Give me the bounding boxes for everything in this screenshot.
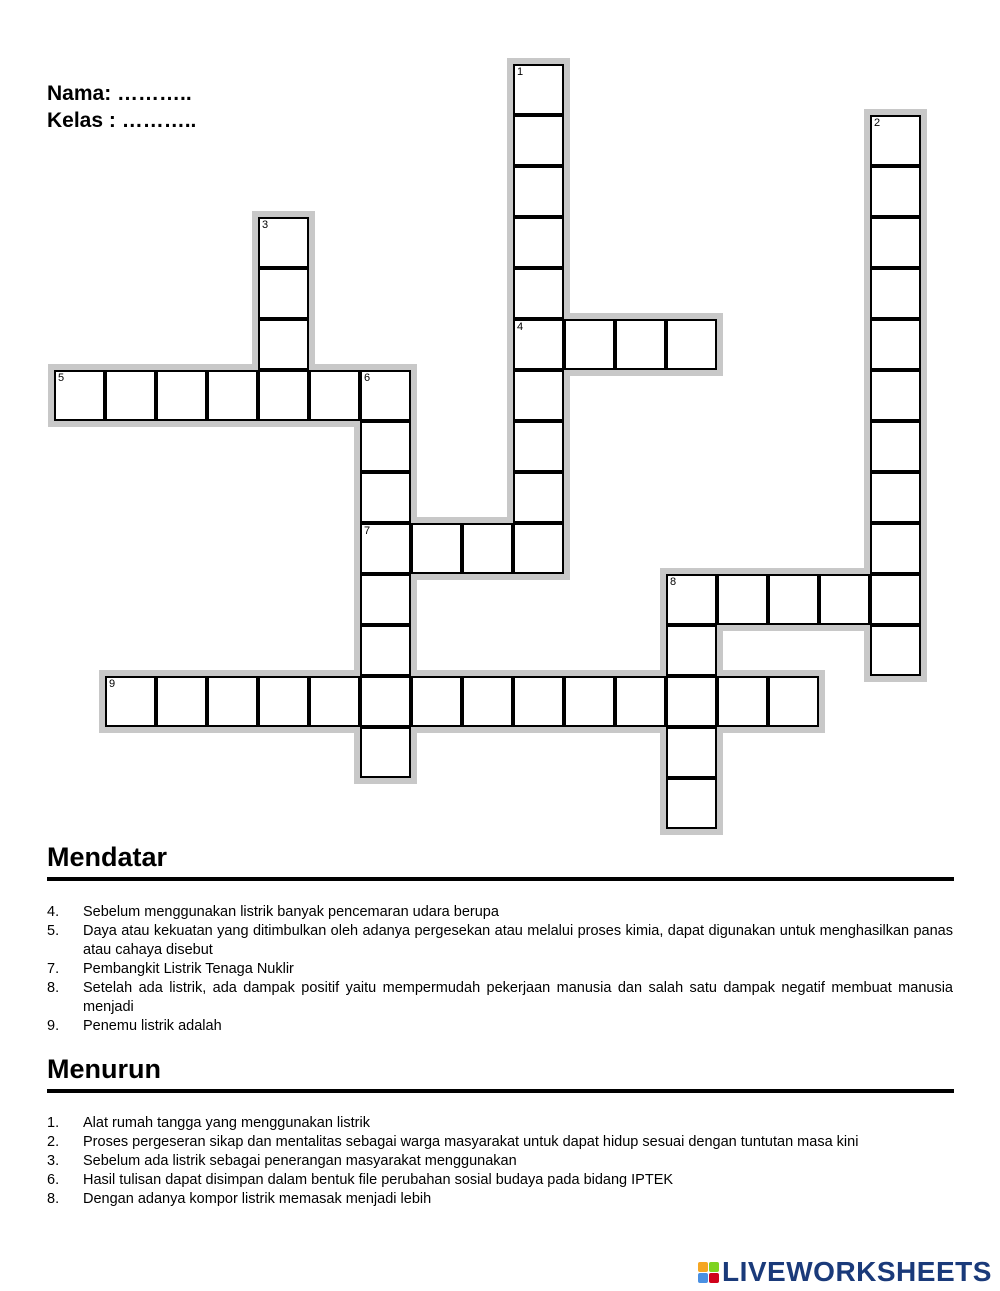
cell-letter-input[interactable]	[770, 576, 817, 623]
down-clue-text: Hasil tulisan dapat disimpan dalam bentuk file perubahan sosial budaya pada bidang IPTEK	[83, 1172, 674, 1188]
cell-letter-input[interactable]	[668, 321, 715, 368]
cell-letter-input[interactable]	[362, 576, 409, 623]
crossword-cell[interactable]	[666, 727, 717, 778]
cell-letter-input[interactable]	[515, 423, 562, 470]
crossword-cell[interactable]	[105, 676, 156, 727]
crossword-cell[interactable]	[615, 319, 666, 370]
down-title: Menurun	[47, 1054, 161, 1084]
cell-letter-input[interactable]	[464, 525, 511, 572]
logo-blocks-icon	[698, 1262, 719, 1283]
crossword-cell[interactable]	[666, 319, 717, 370]
cell-letter-input[interactable]	[158, 372, 205, 419]
cell-letter-input[interactable]	[515, 678, 562, 725]
down-clue-text: Proses pergeseran sikap dan mentalitas sebagai warga masyarakat untuk dapat hidup sesuai dengan tuntutan masa kini	[83, 1134, 859, 1150]
cell-letter-input[interactable]	[362, 474, 409, 521]
logo-block	[709, 1262, 719, 1272]
down-clue-number: 6.	[47, 1172, 60, 1188]
crossword-cell[interactable]	[156, 370, 207, 421]
clue-number-label: 3	[262, 219, 269, 231]
down-clue	[47, 1133, 953, 1152]
across-clue-number: 9.	[47, 1018, 60, 1034]
crossword-cell[interactable]	[870, 166, 921, 217]
clue-number-label: 8	[670, 576, 677, 588]
crossword-cell[interactable]	[309, 676, 360, 727]
crossword-cell[interactable]	[564, 319, 615, 370]
cell-letter-input[interactable]	[668, 729, 715, 776]
clue-number-label: 9	[109, 678, 116, 690]
crossword-cell[interactable]	[105, 370, 156, 421]
clue-number-label: 1	[517, 66, 524, 78]
down-clue-text: Dengan adanya kompor listrik memasak menjadi lebih	[83, 1191, 432, 1207]
across-clue-text: Setelah ada listrik, ada dampak positif yaitu mempermudah pekerjaan manusia dan salah satu dampak negatif membuat manusia menjadi	[83, 980, 953, 1015]
crossword-cell[interactable]	[258, 370, 309, 421]
crossword-cell[interactable]	[411, 676, 462, 727]
across-clue	[47, 903, 953, 922]
across-clue	[47, 1017, 953, 1036]
crossword-cell[interactable]	[513, 217, 564, 268]
across-clue-number: 7.	[47, 961, 60, 977]
crossword-cell[interactable]	[513, 421, 564, 472]
across-clue-list	[47, 903, 953, 1036]
crossword-cell[interactable]	[462, 676, 513, 727]
down-clue-number: 8.	[47, 1191, 60, 1207]
down-clue	[47, 1152, 953, 1171]
crossword-cell[interactable]	[258, 217, 309, 268]
across-clue-text: Daya atau kekuatan yang ditimbulkan oleh adanya pergesekan atau melalui proses kimia, dapat digunakan untuk menghasilkan panas atau cahaya disebut	[83, 923, 953, 958]
cell-letter-input[interactable]	[158, 678, 205, 725]
crossword-cell[interactable]	[870, 574, 921, 625]
crossword-cell[interactable]	[360, 625, 411, 676]
crossword-cell[interactable]	[360, 523, 411, 574]
cell-letter-input[interactable]	[362, 729, 409, 776]
cell-letter-input[interactable]	[209, 678, 256, 725]
cell-letter-input[interactable]	[617, 678, 664, 725]
cell-letter-input[interactable]	[617, 321, 664, 368]
cell-letter-input[interactable]	[515, 474, 562, 521]
crossword-cell[interactable]	[666, 574, 717, 625]
clue-number-label: 2	[874, 117, 881, 129]
crossword-cell[interactable]	[870, 217, 921, 268]
cell-letter-input[interactable]	[668, 780, 715, 827]
cell-letter-input[interactable]	[362, 423, 409, 470]
down-clue-list	[47, 1114, 953, 1209]
cell-letter-input[interactable]	[872, 168, 919, 215]
cell-letter-input[interactable]	[872, 372, 919, 419]
crossword-cell[interactable]	[870, 319, 921, 370]
crossword-cell[interactable]	[207, 370, 258, 421]
cell-letter-input[interactable]	[311, 678, 358, 725]
clue-number-label: 7	[364, 525, 371, 537]
crossword-cell[interactable]	[717, 676, 768, 727]
crossword-cell[interactable]	[513, 472, 564, 523]
cell-letter-input[interactable]	[515, 525, 562, 572]
cell-letter-input[interactable]	[515, 219, 562, 266]
across-title: Mendatar	[47, 842, 168, 872]
down-clue-number: 2.	[47, 1134, 60, 1150]
clue-number-label: 6	[364, 372, 371, 384]
across-clue	[47, 960, 953, 979]
cell-letter-input[interactable]	[872, 321, 919, 368]
cell-letter-input[interactable]	[260, 321, 307, 368]
cell-letter-input[interactable]	[872, 423, 919, 470]
across-clue-text: Pembangkit Listrik Tenaga Nuklir	[83, 961, 294, 977]
crossword-cell[interactable]	[258, 268, 309, 319]
cell-letter-input[interactable]	[413, 678, 460, 725]
crossword-cell[interactable]	[513, 676, 564, 727]
crossword-cell[interactable]	[513, 166, 564, 217]
cell-letter-input[interactable]	[311, 372, 358, 419]
crossword-cell[interactable]	[360, 370, 411, 421]
crossword-cell[interactable]	[513, 64, 564, 115]
crossword-cell[interactable]	[360, 727, 411, 778]
logo-block	[709, 1273, 719, 1283]
across-clue-number: 5.	[47, 923, 60, 939]
crossword-cell[interactable]	[462, 523, 513, 574]
crossword-cell[interactable]	[666, 676, 717, 727]
cell-letter-input[interactable]	[719, 678, 766, 725]
cell-letter-input[interactable]	[260, 678, 307, 725]
name-label: Nama: ………..	[47, 82, 192, 105]
down-clue	[47, 1190, 953, 1209]
logo-text: LIVEWORKSHEETS	[722, 1256, 992, 1287]
cell-letter-input[interactable]	[515, 270, 562, 317]
cell-letter-input[interactable]	[872, 576, 919, 623]
cell-letter-input[interactable]	[260, 270, 307, 317]
crossword-cell[interactable]	[615, 676, 666, 727]
crossword-cell[interactable]	[513, 370, 564, 421]
crossword-cell[interactable]	[870, 268, 921, 319]
down-clue-text: Alat rumah tangga yang menggunakan listrik	[83, 1115, 370, 1131]
down-clue-number: 1.	[47, 1115, 60, 1131]
cell-letter-input[interactable]	[107, 372, 154, 419]
cell-letter-input[interactable]	[668, 678, 715, 725]
cell-letter-input[interactable]	[515, 168, 562, 215]
crossword-cell[interactable]	[360, 421, 411, 472]
down-clue	[47, 1114, 953, 1133]
cell-letter-input[interactable]	[566, 321, 613, 368]
logo-block	[698, 1273, 708, 1283]
cell-letter-input[interactable]	[260, 372, 307, 419]
across-clue-number: 8.	[47, 980, 60, 996]
crossword-cell[interactable]	[207, 676, 258, 727]
crossword-cell[interactable]	[870, 115, 921, 166]
clue-number-label: 4	[517, 321, 524, 333]
crossword-cell[interactable]	[564, 676, 615, 727]
crossword-cell[interactable]	[870, 421, 921, 472]
crossword-cell[interactable]	[309, 370, 360, 421]
across-clue-text: Sebelum menggunakan listrik banyak pencemaran udara berupa	[83, 904, 499, 920]
down-clue-number: 3.	[47, 1153, 60, 1169]
crossword-cell[interactable]	[360, 676, 411, 727]
across-clue-number: 4.	[47, 904, 60, 920]
cell-letter-input[interactable]	[566, 678, 613, 725]
cell-letter-input[interactable]	[719, 576, 766, 623]
cell-letter-input[interactable]	[209, 372, 256, 419]
cell-letter-input[interactable]	[464, 678, 511, 725]
crossword-cell[interactable]	[360, 574, 411, 625]
cell-letter-input[interactable]	[770, 678, 817, 725]
crossword-cell[interactable]	[819, 574, 870, 625]
cell-letter-input[interactable]	[821, 576, 868, 623]
clue-number-label: 5	[58, 372, 65, 384]
crossword-cell[interactable]	[258, 319, 309, 370]
across-clue-text: Penemu listrik adalah	[83, 1018, 222, 1034]
crossword-cell[interactable]	[870, 625, 921, 676]
crossword-cell[interactable]	[666, 778, 717, 829]
down-clue-text: Sebelum ada listrik sebagai penerangan masyarakat menggunakan	[83, 1153, 517, 1169]
crossword-cell[interactable]	[156, 676, 207, 727]
crossword-cell[interactable]	[768, 574, 819, 625]
crossword-cell[interactable]	[513, 319, 564, 370]
crossword-cell[interactable]	[360, 472, 411, 523]
liveworksheets-logo	[698, 1256, 992, 1288]
cell-letter-input[interactable]	[362, 627, 409, 674]
cell-letter-input[interactable]	[515, 372, 562, 419]
class-label: Kelas : ………..	[47, 109, 197, 132]
crossword-cell[interactable]	[513, 523, 564, 574]
cell-letter-input[interactable]	[872, 474, 919, 521]
crossword-cell[interactable]	[54, 370, 105, 421]
cell-letter-input[interactable]	[413, 525, 460, 572]
crossword-cell[interactable]	[258, 676, 309, 727]
crossword-cell[interactable]	[513, 115, 564, 166]
crossword-cell[interactable]	[513, 268, 564, 319]
cell-letter-input[interactable]	[872, 627, 919, 674]
across-clue	[47, 979, 953, 1017]
cell-letter-input[interactable]	[515, 117, 562, 164]
crossword-cell[interactable]	[768, 676, 819, 727]
crossword-cell[interactable]	[666, 625, 717, 676]
cell-letter-input[interactable]	[872, 525, 919, 572]
cell-letter-input[interactable]	[668, 627, 715, 674]
cell-letter-input[interactable]	[872, 219, 919, 266]
crossword-cell[interactable]	[411, 523, 462, 574]
crossword-cell[interactable]	[717, 574, 768, 625]
cell-letter-input[interactable]	[872, 270, 919, 317]
crossword-cell[interactable]	[870, 370, 921, 421]
across-divider	[47, 877, 954, 881]
crossword-cell[interactable]	[870, 472, 921, 523]
down-divider	[47, 1089, 954, 1093]
cell-letter-input[interactable]	[362, 678, 409, 725]
crossword-cell[interactable]	[870, 523, 921, 574]
down-clue	[47, 1171, 953, 1190]
across-clue	[47, 922, 953, 960]
logo-block	[698, 1262, 708, 1272]
